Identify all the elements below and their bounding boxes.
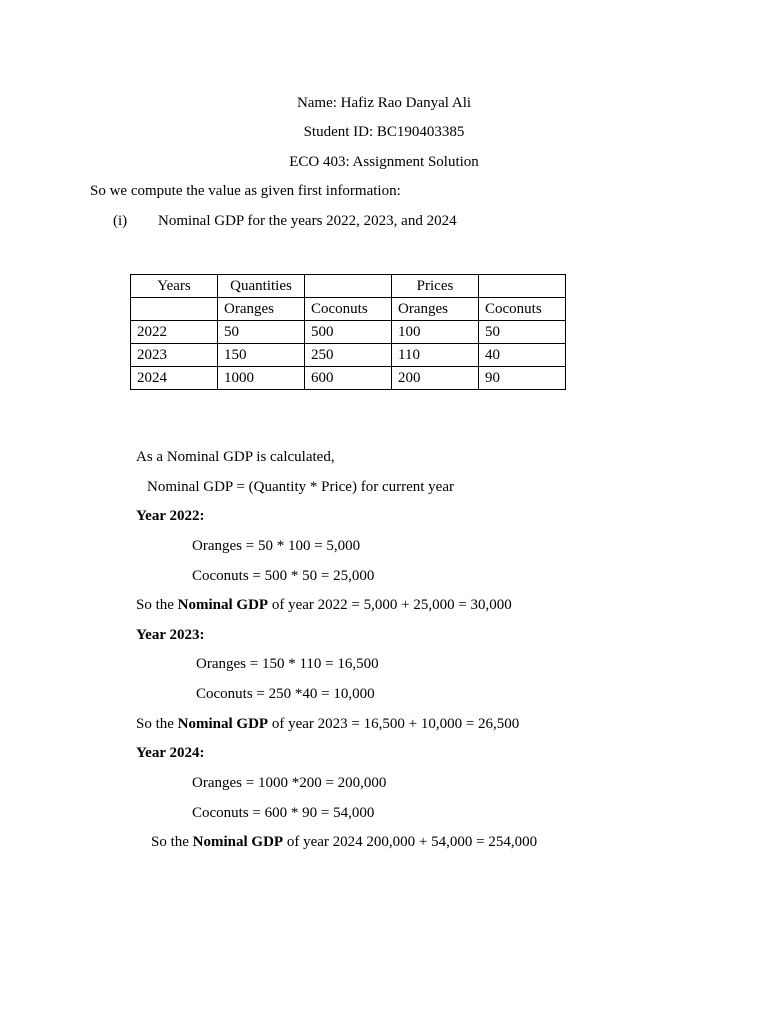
- table-cell: 2023: [131, 344, 218, 367]
- nominal-gdp-result: So the Nominal GDP of year 2023 = 16,500 + 10,000 = 26,500: [136, 716, 520, 732]
- table-header-cell: [479, 275, 566, 298]
- coconuts-calculation: Coconuts = 500 * 50 = 25,000: [192, 568, 375, 584]
- oranges-calculation: Oranges = 150 * 110 = 16,500: [196, 656, 379, 672]
- year-heading: Year 2023:: [136, 627, 205, 643]
- table-header-cell: Years: [131, 275, 218, 298]
- table-row: [131, 367, 566, 390]
- section-title: Nominal GDP for the years 2022, 2023, and 2024: [158, 213, 457, 229]
- nominal-gdp-formula: Nominal GDP = (Quantity * Price) for current year: [147, 479, 454, 495]
- calculation-intro: As a Nominal GDP is calculated,: [136, 449, 335, 465]
- table-cell: 2024: [131, 367, 218, 390]
- table-subheader-cell: Coconuts: [479, 298, 566, 321]
- table-row: [131, 321, 566, 344]
- nominal-gdp-result: So the Nominal GDP of year 2022 = 5,000 + 25,000 = 30,000: [136, 597, 512, 613]
- table-cell: 110: [392, 344, 479, 367]
- table-subheader-cell: Coconuts: [305, 298, 392, 321]
- oranges-calculation: Oranges = 50 * 100 = 5,000: [192, 538, 361, 554]
- coconuts-calculation: Coconuts = 600 * 90 = 54,000: [192, 805, 375, 821]
- table-cell: 150: [218, 344, 305, 367]
- year-heading: Year 2024:: [136, 745, 205, 761]
- table-cell: 50: [479, 321, 566, 344]
- oranges-calculation: Oranges = 1000 *200 = 200,000: [192, 775, 387, 791]
- table-cell: 600: [305, 367, 392, 390]
- table-header-cell: Prices: [392, 275, 479, 298]
- table-cell: 100: [392, 321, 479, 344]
- table-cell: 1000: [218, 367, 305, 390]
- table-cell: 50: [218, 321, 305, 344]
- student-name: Name: Hafiz Rao Danyal Ali: [296, 95, 472, 111]
- table-header-row: [131, 275, 566, 298]
- table-cell: 200: [392, 367, 479, 390]
- student-id: Student ID: BC190403385: [303, 124, 465, 140]
- table-subheader-cell: [131, 298, 218, 321]
- course-title: ECO 403: Assignment Solution: [289, 154, 479, 170]
- table-row: [131, 344, 566, 367]
- table-cell: 90: [479, 367, 566, 390]
- intro-text: So we compute the value as given first information:: [90, 183, 401, 199]
- table-subheader-row: [131, 298, 566, 321]
- gdp-data-table: [130, 274, 566, 390]
- year-heading: Year 2022:: [136, 508, 205, 524]
- coconuts-calculation: Coconuts = 250 *40 = 10,000: [196, 686, 375, 702]
- table-subheader-cell: Oranges: [218, 298, 305, 321]
- table-cell: 250: [305, 344, 392, 367]
- section-number: (i): [113, 213, 128, 229]
- table-subheader-cell: Oranges: [392, 298, 479, 321]
- table-cell: 2022: [131, 321, 218, 344]
- table-header-cell: Quantities: [218, 275, 305, 298]
- table-header-cell: [305, 275, 392, 298]
- table-cell: 500: [305, 321, 392, 344]
- table-cell: 40: [479, 344, 566, 367]
- nominal-gdp-result: So the Nominal GDP of year 2024 200,000 + 54,000 = 254,000: [151, 834, 538, 850]
